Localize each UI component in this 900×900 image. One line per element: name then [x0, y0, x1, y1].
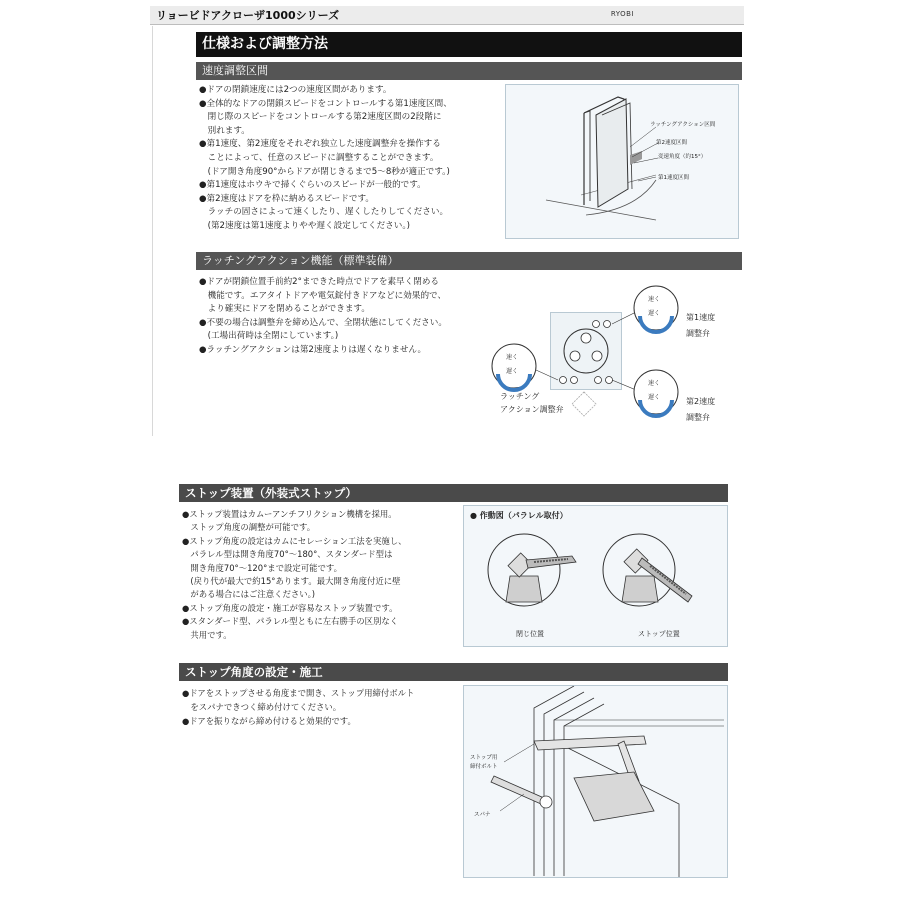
- section-heading-latch: ラッチングアクション機能（標準装備）: [196, 252, 742, 270]
- text-line: 機能です。エアタイトドアや電気錠付きドアなどに効果的で、: [199, 290, 447, 301]
- text-line: (工場出荷時は全閉にしています。): [199, 331, 339, 342]
- text-line: 共用です。: [182, 629, 232, 640]
- page-title: 仕様および調整方法: [196, 32, 742, 57]
- text-line: ●ドアの閉鎖速度には2つの速度区間があります。: [199, 85, 392, 95]
- text-line: ●ストップ角度の設定はカムにセレーション工法を実施し、: [182, 535, 407, 546]
- left-divider: [152, 26, 153, 436]
- section-heading-stop: ストップ装置（外装式ストップ）: [179, 484, 728, 502]
- slow-label: 遅く: [506, 368, 519, 375]
- text-line: ●第2速度はドアを枠に納めるスピードです。: [199, 193, 374, 204]
- fig-label: 変速角度（約15°）: [658, 154, 707, 160]
- text-line: ●第1速度はホウキで掃くぐらいのスピードが一般的です。: [199, 180, 426, 191]
- angle-text: [182, 686, 462, 728]
- speed-text: [199, 84, 499, 234]
- text-line: ●全体的なドアの閉鎖スピードをコントロールする第1速度区間、: [199, 98, 452, 109]
- text-line: (戻り代が最大で約15°あります。最大開き角度付近に壁: [182, 576, 401, 587]
- text-line: ストップ角度の調整が可能です。: [182, 522, 316, 533]
- fast-label: 速く: [648, 296, 661, 303]
- fast-label: 速く: [648, 380, 661, 387]
- stop-text: [182, 508, 462, 642]
- fast-label: 速く: [506, 354, 519, 361]
- brand-label: RYOBI: [610, 10, 634, 18]
- text-line: がある場合にはご注意ください。): [182, 589, 316, 600]
- text-line: ●不要の場合は調整弁を締め込んで、全閉状態にしてください。: [199, 317, 447, 328]
- fig-label: 第2速度区間: [656, 140, 687, 146]
- text-line: ことによって、任意のスピードに調整することができます。: [199, 152, 439, 163]
- valve-figure: [488, 282, 744, 432]
- text-line: (ドア開き角度90°からドアが閉じきるまで5〜8秒が適正です。): [199, 166, 450, 177]
- slow-label: 遅く: [648, 394, 661, 401]
- text-line: 閉じ際のスピードをコントロールする第2速度区間の2段階に: [199, 112, 442, 123]
- latch-valve-label: ラッチング アクション調整弁: [500, 392, 564, 414]
- text-line: 別れます。: [199, 125, 250, 136]
- text-line: ●ラッチングアクションは第2速度よりは遅くなりません。: [199, 344, 427, 355]
- text-line: (第2速度は第1速度よりやや遅く設定してください。): [199, 220, 410, 231]
- operation-figure: [463, 505, 728, 647]
- text-line: ●第1速度、第2速度をそれぞれ独立した速度調整弁を操作する: [199, 139, 441, 150]
- speed-zone-figure: [505, 84, 739, 239]
- catalog-title: リョービドアクローザ1000シリーズ: [156, 9, 340, 22]
- text-line: ラッチの固さによって速くしたり、遅くしたりしてください。: [199, 207, 449, 218]
- text-line: ●スタンダード型、パラレル型ともに左右勝手の区別なく: [182, 616, 399, 627]
- latch-text: [199, 276, 489, 358]
- text-line: ●ストップ装置はカムーアンチフリクション機構を採用。: [182, 509, 397, 519]
- operation-figure-title: ● 作動図（パラレル取付）: [470, 511, 568, 520]
- text-line: ●ストップ角度の設定・施工が容易なストップ装置です。: [182, 602, 398, 613]
- text-line: 開き角度70°〜120°まで設定可能です。: [182, 562, 342, 573]
- text-line: パラレル型は開き角度70°〜180°、スタンダード型は: [182, 549, 393, 560]
- fig-label: 第1速度区間: [658, 175, 689, 181]
- installation-figure: [463, 685, 728, 878]
- window-header: [150, 6, 744, 25]
- closed-position-label: 閉じ位置: [516, 630, 544, 638]
- text-line: ●ドアをストップさせる角度まで開き、ストップ用締付ボルト: [182, 688, 415, 698]
- section-heading-speed: 速度調整区間: [196, 62, 742, 80]
- spanner-label: スパナ: [474, 812, 491, 818]
- door-diagram: [506, 85, 738, 238]
- text-line: をスパナできつく締め付けてください。: [182, 702, 342, 712]
- slow-label: 遅く: [648, 310, 661, 317]
- text-line: より確実にドアを閉めることができます。: [199, 304, 370, 315]
- stop-position-label: ストップ位置: [638, 630, 680, 638]
- valve1-label: 第1速度 調整弁: [686, 313, 716, 338]
- section-heading-angle: ストップ角度の設定・施工: [179, 663, 728, 681]
- valve2-label: 第2速度 調整弁: [686, 397, 716, 422]
- text-line: ●ドアが閉鎖位置手前約2°まできた時点でドアを素早く閉める: [199, 277, 440, 287]
- bolt-label: ストップ用 締付ボルト: [470, 755, 498, 770]
- fig-label: ラッチングアクション区間: [650, 122, 716, 128]
- text-line: ●ドアを振りながら締め付けると効果的です。: [182, 716, 356, 726]
